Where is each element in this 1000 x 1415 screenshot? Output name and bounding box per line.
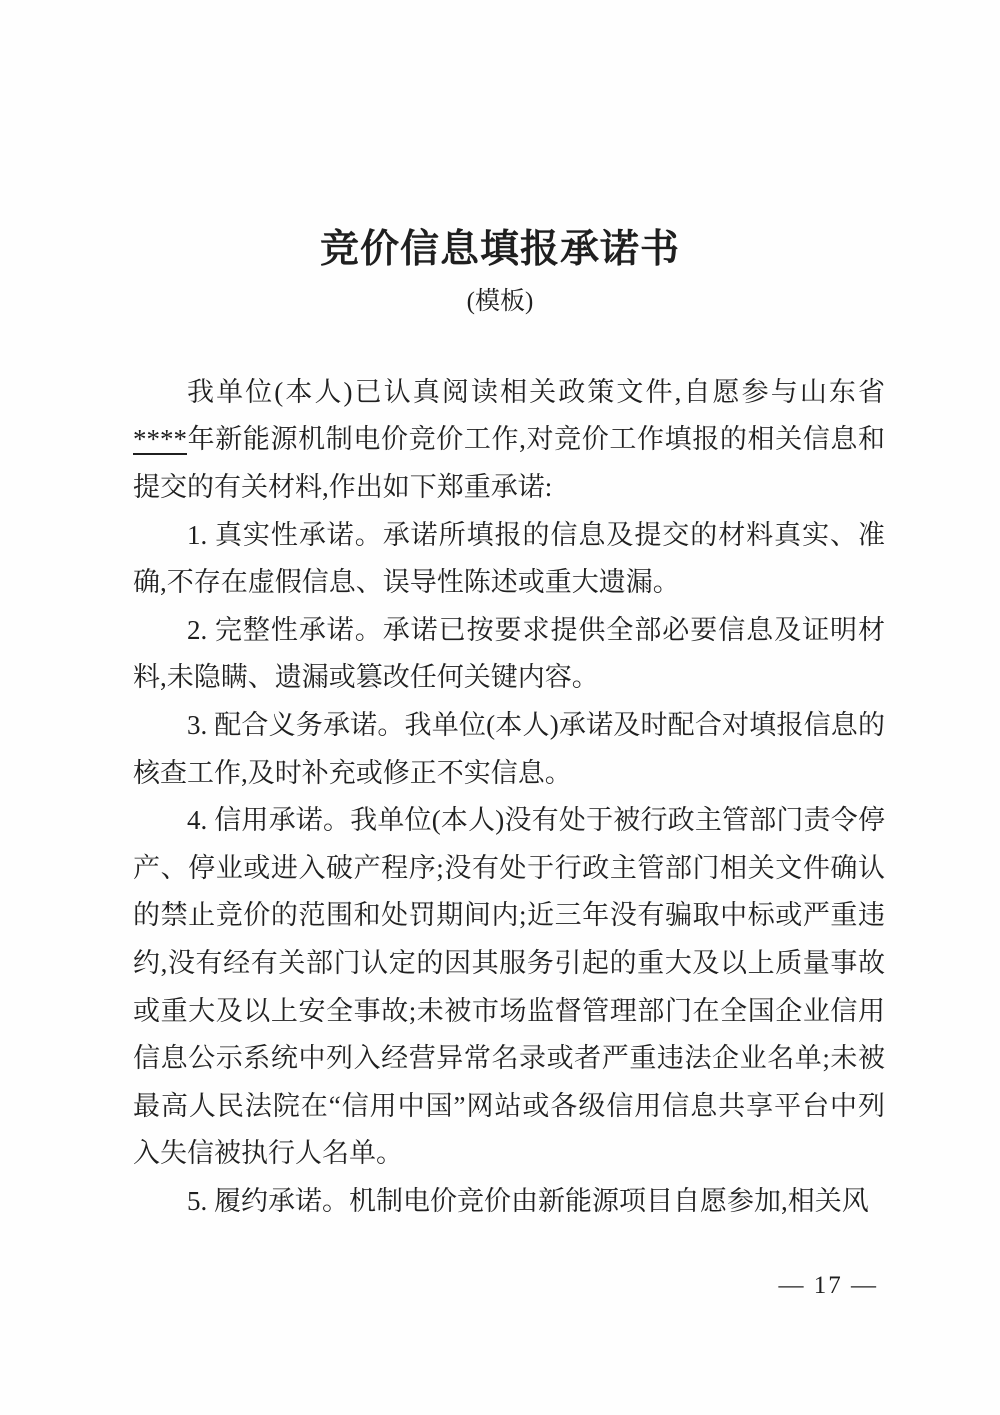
paragraph <box>133 702 885 797</box>
document-title: 竞价信息填报承诺书 <box>319 228 680 271</box>
text-segment: 5. 履约承诺。机制电价竞价由新能源项目自愿参加,相关风 <box>187 1185 869 1216</box>
document-body <box>0 369 885 1226</box>
text-segment: 1. 真实性承诺。承诺所填报的信息及提交的材料真实、准确,不存在虚假信息、误导性陈述或重大遗漏。 <box>133 519 885 598</box>
paragraph <box>133 797 885 1178</box>
text-segment: 3. 配合义务承诺。我单位(本人)承诺及时配合对填报信息的核查工作,及时补充或修正不实信息。 <box>133 710 885 788</box>
text-segment: 我单位(本人)已认真阅读相关政策文件,自愿参与山东省 <box>187 376 885 407</box>
paragraph <box>133 1178 885 1226</box>
masked-year-field: **** <box>133 424 187 455</box>
paragraph <box>133 512 885 607</box>
paragraph <box>133 607 885 702</box>
document-subtitle: (模板) <box>466 287 534 315</box>
paragraph <box>133 369 885 512</box>
text-segment: 2. 完整性承诺。承诺已按要求提供全部必要信息及证明材料,未隐瞒、遗漏或篡改任何关键内容。 <box>133 614 885 693</box>
text-segment: 4. 信用承诺。我单位(本人)没有处于被行政主管部门责令停产、停业或进入破产程序;没有处于行政主管部门相关文件确认的禁止竞价的范围和处罚期间内;近三年没有骗取中标或严重违约,没有经有关部门认定的因其服务引起的重大及以上质量事故或重大及以上安全事故;未被市场监督管理部门在全国企业信用信息公示系统中列入经营异常名录或者严重违法企业名单;未被最高人民法院在“信用中国”网站或各级信用信息共享平台中列入失信被执行人名单。 <box>133 805 885 1169</box>
text-segment: 年新能源机制电价竞价工作,对竞价工作填报的相关信息和提交的有关材料,作出如下郑重承诺: <box>133 424 885 503</box>
page-number: — 17 — <box>778 1272 878 1299</box>
